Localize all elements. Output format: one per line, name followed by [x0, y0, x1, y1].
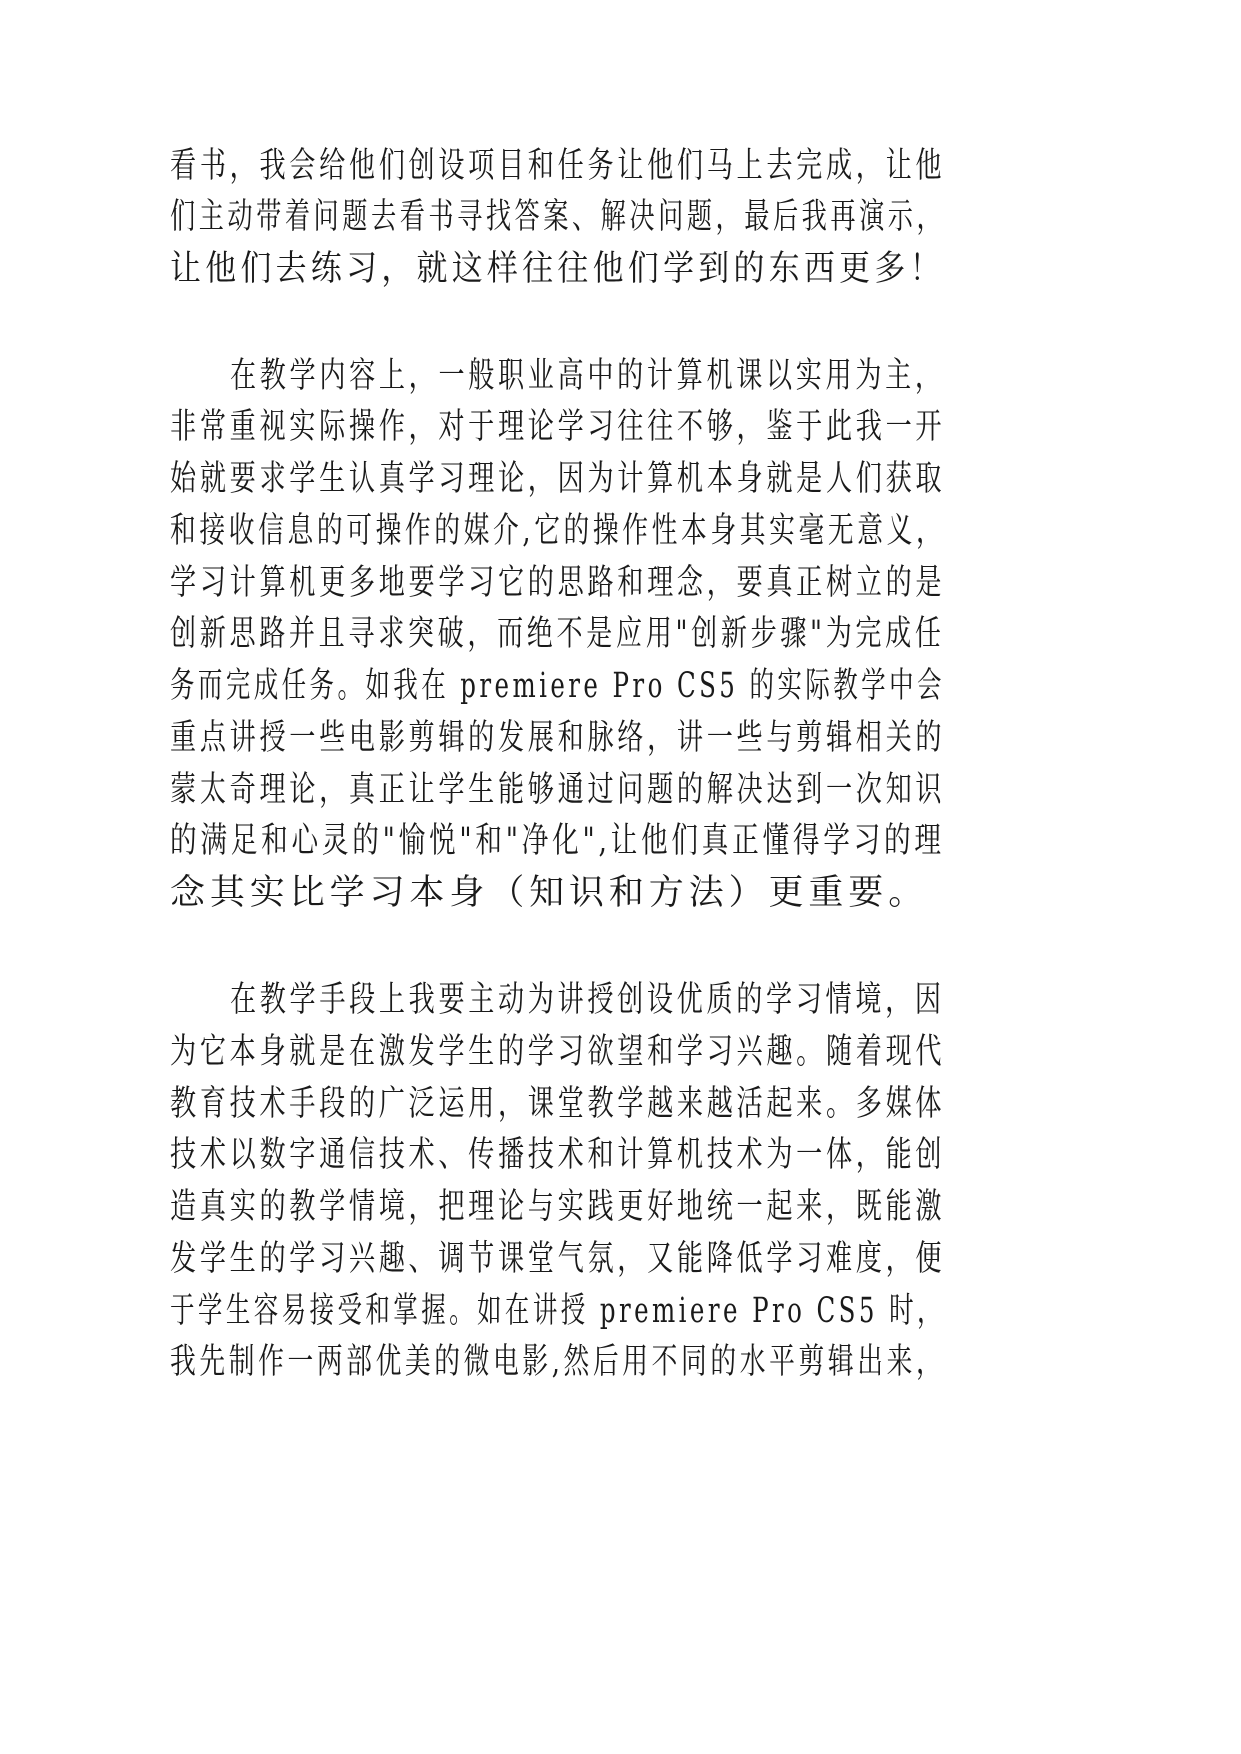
- text-line: 们主动带着问题去看书寻找答案、解决问题，最后我再演示，: [170, 197, 946, 237]
- text-line: 教育技术手段的广泛运用，课堂教学越来越活起来。多媒体: [170, 1084, 946, 1124]
- text-line: 在教学手段上我要主动为讲授创设优质的学习情境，因: [230, 980, 945, 1020]
- text-line: 看书，我会给他们创设项目和任务让他们马上去完成，让他: [170, 146, 946, 186]
- text-line: 造真实的教学情境，把理论与实践更好地统一起来，既能激: [170, 1187, 946, 1227]
- text-line: 念其实比学习本身（知识和方法）更重要。: [170, 873, 929, 913]
- text-line: 非常重视实际操作，对于理论学习往往不够，鉴于此我一开: [170, 407, 946, 447]
- text-line: 于学生容易接受和掌握。如在讲授 premiere Pro CS5 时，: [170, 1291, 945, 1331]
- text-line: 在教学内容上，一般职业高中的计算机课以实用为主，: [230, 356, 945, 396]
- text-line: 技术以数字通信技术、传播技术和计算机技术为一体，能创: [170, 1135, 946, 1175]
- text-line: 创新思路并且寻求突破，而绝不是应用"创新步骤"为完成任: [170, 614, 945, 654]
- text-line: 让他们去练习，就这样往往他们学到的东西更多！: [170, 249, 945, 289]
- text-line: 务而完成任务。如我在 premiere Pro CS5 的实际教学中会: [170, 666, 945, 706]
- text-line: 为它本身就是在激发学生的学习欲望和学习兴趣。随着现代: [170, 1032, 946, 1072]
- text-line: 的满足和心灵的"愉悦"和"净化",让他们真正懂得学习的理: [170, 821, 945, 861]
- text-line: 和接收信息的可操作的媒介,它的操作性本身其实毫无意义，: [170, 511, 946, 551]
- text-line: 重点讲授一些电影剪辑的发展和脉络，讲一些与剪辑相关的: [170, 718, 946, 758]
- text-line: 蒙太奇理论，真正让学生能够通过问题的解决达到一次知识: [170, 770, 946, 810]
- text-line: 学习计算机更多地要学习它的思路和理念，要真正树立的是: [170, 563, 946, 603]
- text-line: 始就要求学生认真学习理论，因为计算机本身就是人们获取: [170, 459, 946, 499]
- text-line: 发学生的学习兴趣、调节课堂气氛，又能降低学习难度，便: [170, 1239, 946, 1279]
- text-line: 我先制作一两部优美的微电影,然后用不同的水平剪辑出来，: [170, 1342, 946, 1382]
